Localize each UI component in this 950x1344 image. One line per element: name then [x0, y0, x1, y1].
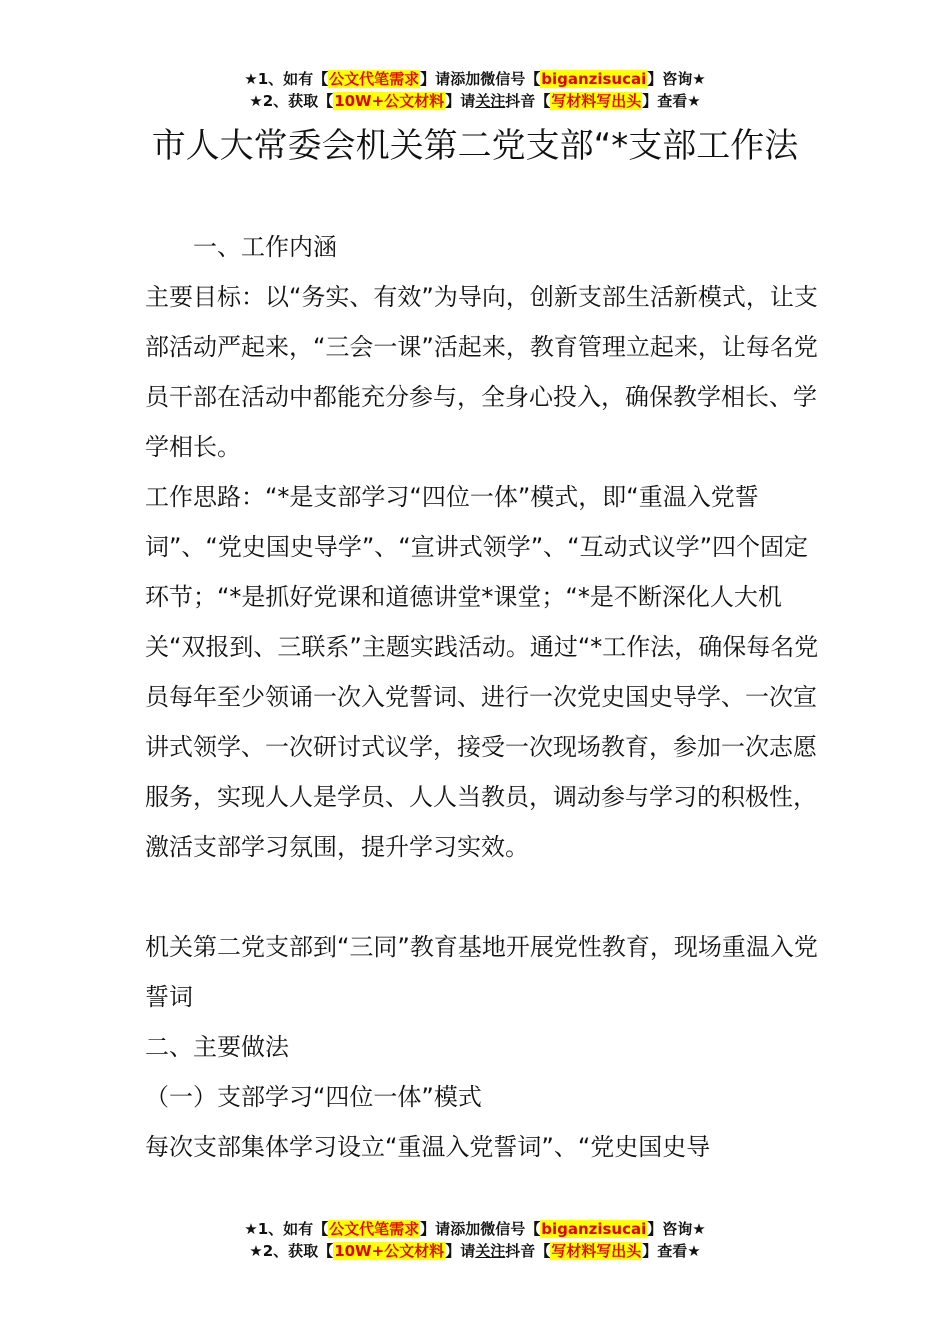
paragraph-practice: 每次支部集体学习设立“重温入党誓词”、“党史国史导	[145, 1133, 711, 1161]
footer-banner	[0, 1218, 950, 1262]
highlight-materials: 10W+公文材料	[334, 92, 445, 110]
document-title: 市人大常委会机关第二党支部“*支部工作法	[151, 126, 799, 166]
section-heading-2: 二、主要做法	[145, 1033, 289, 1061]
subsection-heading-1: （一）支部学习“四位一体”模式	[145, 1083, 482, 1111]
image-caption: 机关第二党支部到“三同”教育基地开展党性教育，现场重温入党誓词	[145, 933, 818, 1011]
highlight-service: 公文代笔需求	[329, 70, 420, 88]
highlight-service: 公文代笔需求	[329, 1220, 420, 1238]
section-heading-1: 一、工作内涵	[193, 233, 337, 261]
highlight-douyin: 写材料写出头	[551, 92, 642, 110]
document-body	[145, 222, 825, 1172]
banner-line-1: ★1、如有【公文代笔需求】请添加微信号【biganzisucai】咨询★	[244, 70, 706, 88]
highlight-materials: 10W+公文材料	[334, 1242, 445, 1260]
banner-line-2: ★2、获取【10W+公文材料】请关注抖音【写材料写出头】查看★	[249, 1242, 701, 1260]
banner-line-1: ★1、如有【公文代笔需求】请添加微信号【biganzisucai】咨询★	[244, 1220, 706, 1238]
highlight-douyin: 写材料写出头	[551, 1242, 642, 1260]
paragraph-approach: 工作思路：“*是支部学习“四位一体”模式，即“重温入党誓词”、“党史国史导学”、“宣讲式领学”、“互动式议学”四个固定环节；“*是抓好党课和道德讲堂*课堂；“*是不断深化人大机关“双报到、三联系”主题实践活动。通过“*工作法，确保每名党员每年至少领诵一次入党誓词、进行一次党史国史导学、一次宣讲式领学、一次研讨式议学，接受一次现场教育，参加一次志愿服务，实现人人是学员、人人当教员，调动参与学习的积极性，激活支部学习氛围，提升学习实效。	[145, 483, 819, 861]
highlight-wechat-id: biganzisucai	[541, 1220, 647, 1238]
header-banner	[0, 68, 950, 112]
banner-line-2: ★2、获取【10W+公文材料】请关注抖音【写材料写出头】查看★	[249, 92, 701, 110]
paragraph-goal: 主要目标：以“务实、有效”为导向，创新支部生活新模式，让支部活动严起来，“三会一课”活起来，教育管理立起来，让每名党员干部在活动中都能充分参与，全身心投入，确保教学相长、学学相长。	[145, 283, 818, 461]
highlight-wechat-id: biganzisucai	[541, 70, 647, 88]
